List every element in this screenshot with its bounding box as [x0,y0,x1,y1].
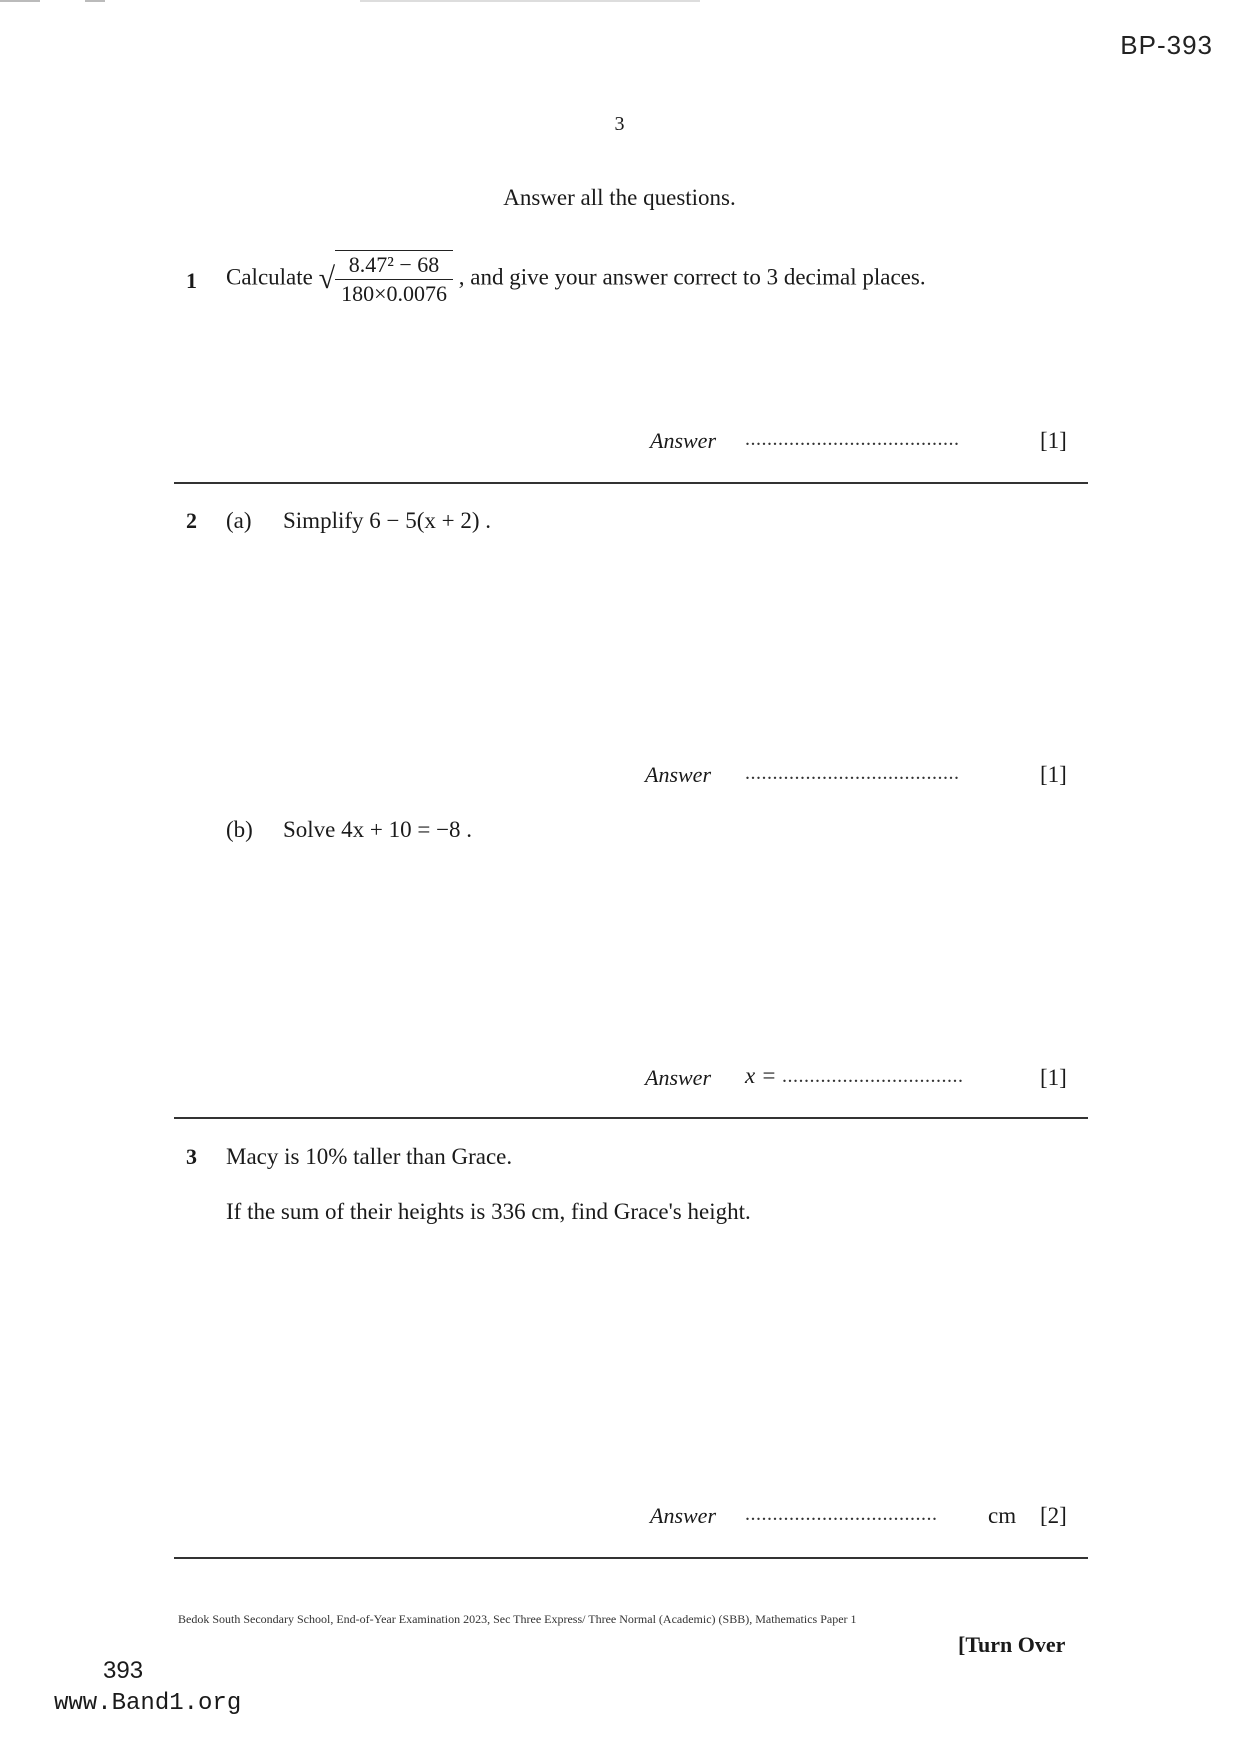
question-1-pre: Calculate [226,264,313,290]
scan-mark [85,0,105,2]
question-2b-answer-label: Answer [645,1065,711,1090]
question-1-number: 1 [186,268,197,293]
question-2a-answer-line[interactable]: ....................................... [745,762,960,784]
question-3-line-1: Macy is 10% taller than Grace. [226,1144,513,1169]
question-1-text [226,250,926,308]
fraction-denominator: 180×0.0076 [341,281,447,306]
fraction-numerator: 8.47² − 68 [335,251,453,280]
divider [174,1557,1088,1559]
question-3-answer-label: Answer [650,1503,716,1528]
question-2b-text: Solve 4x + 10 = −8 . [283,817,473,842]
question-2a-marks: [1] [1040,762,1067,787]
question-1-answer-line[interactable]: ....................................... [745,428,960,450]
instructions: Answer all the questions. [503,185,736,210]
document-code: BP-393 [1120,30,1213,60]
question-1-marks: [1] [1040,428,1067,453]
sqrt-icon: √ [318,262,336,295]
divider [174,1117,1088,1119]
turn-over-label: [Turn Over [958,1632,1066,1657]
question-2a-label: (a) [226,508,252,533]
divider [174,482,1088,484]
question-3-answer-line[interactable]: ................................... [745,1503,938,1525]
scan-mark [0,0,40,2]
page-number: 3 [614,113,625,135]
question-2b-answer-prefix: x = [745,1063,777,1088]
question-2b-marks: [1] [1040,1065,1067,1090]
footer-website[interactable]: www.Band1.org [54,1690,242,1717]
scan-mark [360,0,700,2]
question-2a-text: Simplify 6 − 5(x + 2) . [283,508,492,533]
question-2a-answer-label: Answer [645,762,711,787]
sqrt-fraction [335,250,453,308]
question-2b-answer-line[interactable]: ................................. [782,1065,964,1087]
question-3-number: 3 [186,1144,197,1169]
question-2-number: 2 [186,508,197,533]
question-2b-label: (b) [226,817,253,842]
question-3-unit: cm [988,1503,1017,1528]
question-3-line-2: If the sum of their heights is 336 cm, find Grace's height. [226,1199,751,1224]
question-1-post: , and give your answer correct to 3 decimal places. [458,264,926,290]
question-3-marks: [2] [1040,1503,1067,1528]
question-1-answer-label: Answer [650,428,716,453]
footer-page-label: 393 [103,1657,144,1684]
footer-school-line: Bedok South Secondary School, End-of-Year Examination 2023, Sec Three Express/ Three Normal (Academic) (SBB), Mathematics Paper 1 [178,1612,857,1626]
